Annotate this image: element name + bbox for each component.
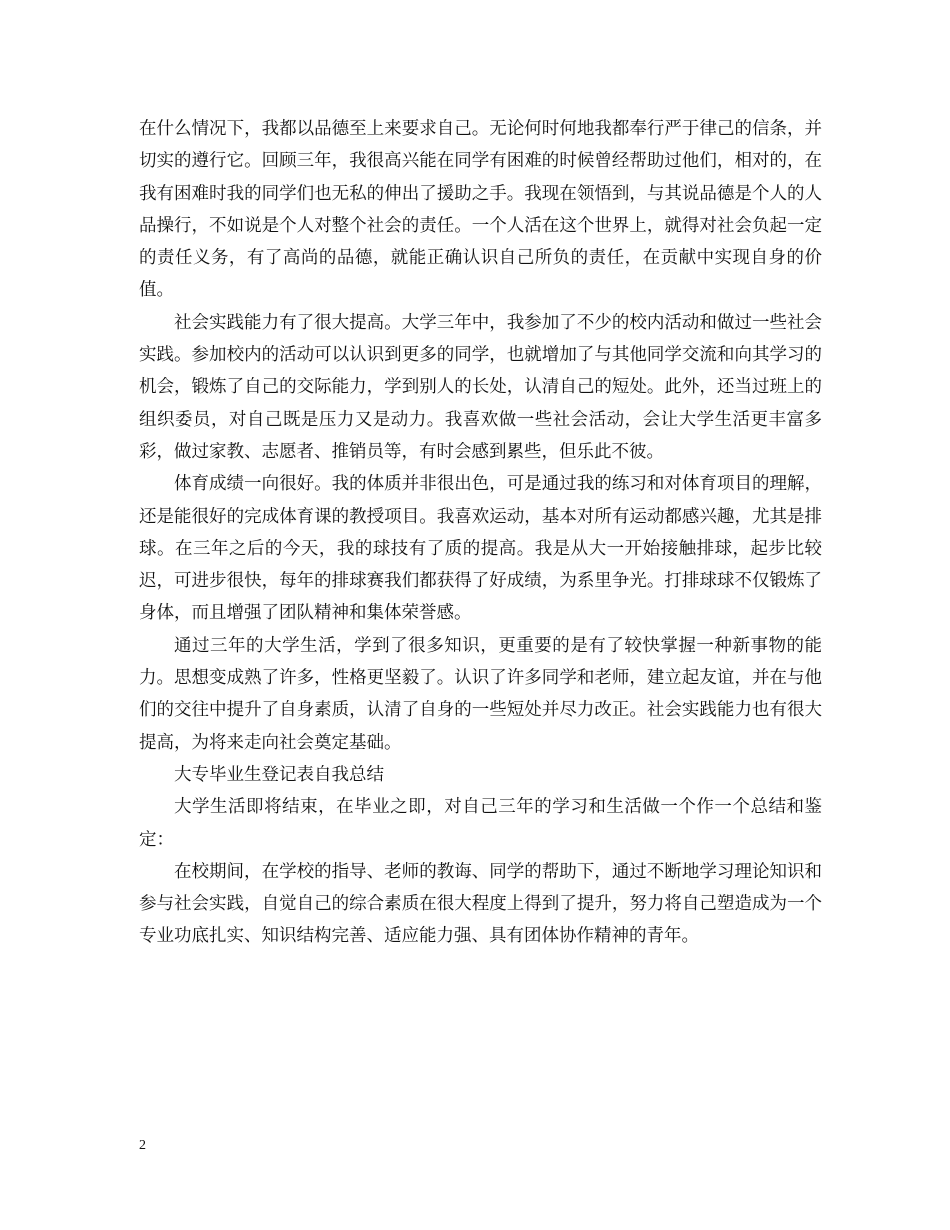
paragraph-3: 体育成绩一向很好。我的体质并非很出色，可是通过我的练习和对体育项目的理解，还是能很好的完成体育课的教授项目。我喜欢运动，基本对所有运动都感兴趣，尤其是排球。在三年之后的今天，我的球技有了质的提高。我是从大一开始接触排球，起步比较迟，可进步很快，每年的排球赛我们都获得了好成绩，为系里争光。打排球球不仅锻炼了身体，而且增强了团队精神和集体荣誉感。 <box>139 474 822 624</box>
paragraph-1: 在什么情况下，我都以品德至上来要求自己。无论何时何地我都奉行严于律己的信条，并切实的遵行它。回顾三年，我很高兴能在同学有困难的时候曾经帮助过他们，相对的，在我有困难时我的同学们也无私的伸出了援助之手。我现在领悟到，与其说品德是个人的人品操行，不如说是个人对整个社会的责任。一个人活在这个世界上，就得对社会负起一定的责任义务，有了高尚的品德，就能正确认识自己所负的责任，在贡献中实现自身的价值。 <box>139 119 822 301</box>
paragraph-2: 社会实践能力有了很大提高。大学三年中，我参加了不少的校内活动和做过一些社会实践。参加校内的活动可以认识到更多的同学，也就增加了与其他同学交流和向其学习的机会，锻炼了自己的交际能力，学到别人的长处，认清自己的短处。此外，还当过班上的组织委员，对自己既是压力又是动力。我喜欢做一些社会活动，会让大学生活更丰富多彩，做过家教、志愿者、推销员等，有时会感到累些，但乐此不彼。 <box>139 312 822 462</box>
paragraph-4: 通过三年的大学生活，学到了很多知识，更重要的是有了较快掌握一种新事物的能力。思想变成熟了许多，性格更坚毅了。认识了许多同学和老师，建立起友谊，并在与他们的交往中提升了自身素质，认清了自身的一些短处并尽力改正。社会实践能力也有很大提高，为将来走向社会奠定基础。 <box>139 635 822 753</box>
page-number: 2 <box>139 1138 146 1153</box>
paragraph-6: 大学生活即将结束，在毕业之即，对自己三年的学习和生活做一个作一个总结和鉴定： <box>139 797 822 850</box>
paragraph-7: 在校期间，在学校的指导、老师的教诲、同学的帮助下，通过不断地学习理论知识和参与社会实践，自觉自己的综合素质在很大程度上得到了提升，努力将自己塑造成为一个专业功底扎实、知识结构完善、适应能力强、具有团体协作精神的青年。 <box>139 861 822 947</box>
section-heading: 大专毕业生登记表自我总结 <box>174 764 384 785</box>
document-body <box>139 113 822 953</box>
